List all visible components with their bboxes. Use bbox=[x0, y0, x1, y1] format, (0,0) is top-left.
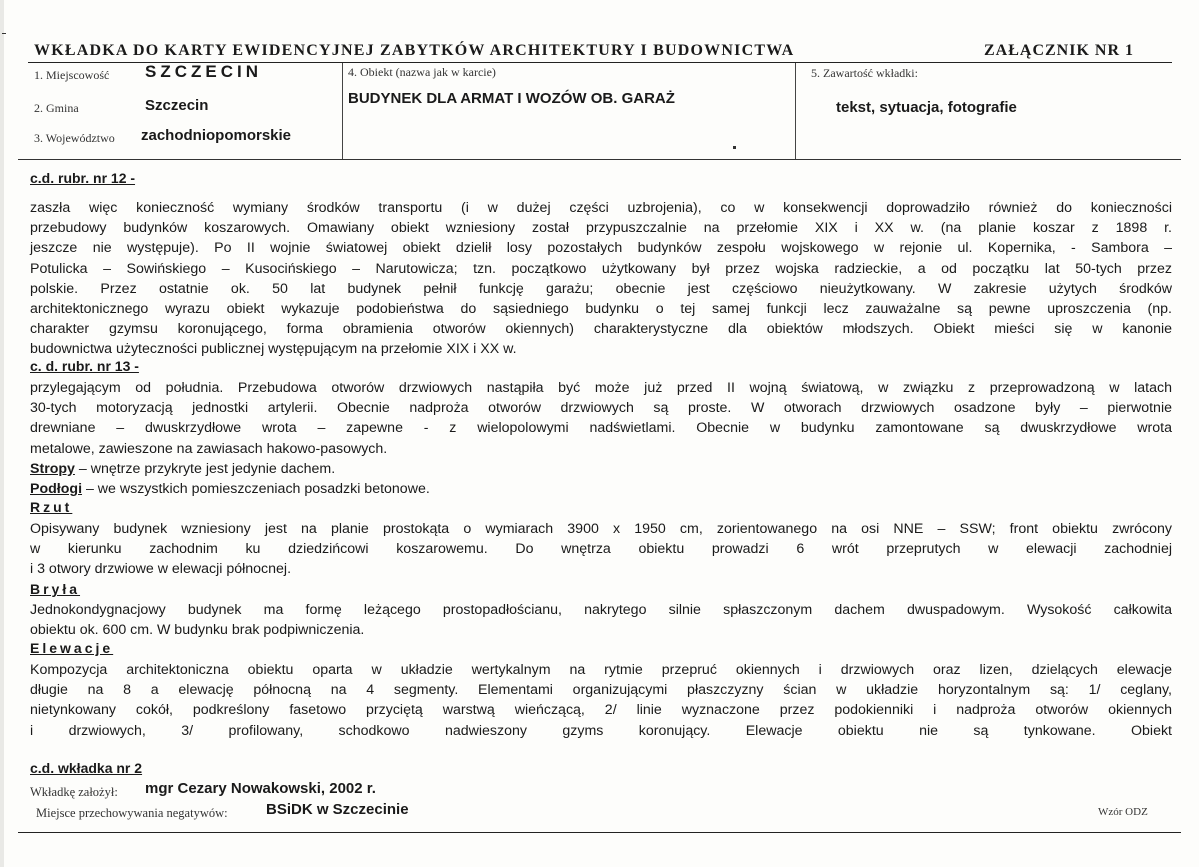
section-13-heading: c. d. rubr. nr 13 - bbox=[30, 358, 139, 374]
annex-number: ZAŁĄCZNIK NR 1 bbox=[984, 42, 1135, 59]
text-line: zaszła więc konieczność wymiany środków transportu (i w dużej części uzbrojenia), co w konsekwencji doprowadziło również do konieczności bbox=[30, 200, 1172, 216]
voivodeship-value: zachodniopomorskie bbox=[141, 127, 292, 144]
elewacje-text bbox=[30, 660, 1172, 741]
locality-value: SZCZECIN bbox=[145, 62, 262, 81]
contents-value: tekst, sytuacja, fotografie bbox=[836, 99, 1017, 116]
form-code: Wzór ODZ bbox=[1098, 806, 1148, 818]
scan-mark bbox=[2, 33, 6, 34]
text-line: charakter gzymsu koronującego, forma obramienia otworów okiennych) charakterystyczne dla obiektów młodszych. Obiekt mieści się w kanonie bbox=[30, 321, 1172, 338]
podlogi-line bbox=[30, 479, 1172, 499]
author-label: Wkładkę założył: bbox=[30, 785, 118, 799]
header-bottom-rule bbox=[18, 159, 1181, 160]
section-13-text bbox=[30, 378, 1172, 499]
document-title: WKŁADKA DO KARTY EWIDENCYJNEJ ZABYTKÓW ARCHITEKTURY I BUDOWNICTWA bbox=[34, 42, 795, 59]
stropy-term: Stropy bbox=[30, 460, 75, 477]
text-line: metalowe, zawieszone na zawiasach hakowo-pasowych. bbox=[30, 440, 388, 457]
text-line: przebudowy budynków koszarowych. Omawiany obiekt wzniesiony został przypuszczalnie na przełomie XIX i XX w. (na planie koszar z 1898 r. bbox=[30, 220, 1172, 237]
rzut-text bbox=[30, 519, 1172, 580]
text-line: drewniane – dwuskrzydłowe wrota – zapewne - z wielopolowymi nadświetlami. Obecnie w budynku zamontowane są dwuskrzydłowe wrota bbox=[30, 420, 1172, 437]
stropy-line bbox=[30, 459, 1172, 479]
text-line: budownictwa użyteczności publicznej występującym na przełomie XIX i XX w. bbox=[30, 341, 517, 358]
text-line: obiektu ok. 600 cm. W budynku brak podpiwniczenia. bbox=[30, 622, 365, 639]
text-line: długie na 8 a elewację północną na 4 segmenty. Elementami organizującymi płaszczyzny ścian w układzie horyzontalnym są: 1/ ceglany, bbox=[30, 682, 1172, 699]
storage-label: Miejsce przechowywania negatywów: bbox=[36, 806, 228, 820]
text-line: nietynkowany cokół, podkreślony fasetowo przyciętą warstwą wieńczącą, 2/ linie wyznaczone przez podokienniki i nadproża otworów okiennych bbox=[30, 702, 1172, 719]
text-line: polskie. Przez ostatnie ok. 50 lat budynek pełnił funkcję garażu; obecnie jest częściowo nieużytkowany. W zakresie użytych środków bbox=[30, 280, 1172, 297]
voivodeship-label: 3. Województwo bbox=[34, 131, 115, 145]
header-divider-1 bbox=[342, 63, 343, 159]
text-line: Opisywany budynek wzniesiony jest na planie prostokąta o wymiarach 3900 x 1950 cm, zorientowanego na osi NNE – SSW; front obiektu zwrócony bbox=[30, 521, 1172, 537]
text-line: Jednokondygnacjowy budynek ma formę leżącego prostopadłościanu, nakrytego silnie spłaszczonym dachem dwuspadowym. Wysokość całkowita bbox=[30, 602, 1172, 618]
text-line: 30-tych motoryzacją jednostki artylerii. Obecnie nadproża otworów drzwiowych są proste. W otworach drzwiowych osadzone były – pierwotnie bbox=[30, 400, 1172, 417]
footer-rule bbox=[18, 832, 1181, 833]
text-line: i 3 otwory drzwiowe w elewacji północnej. bbox=[30, 561, 292, 578]
continued-note: c.d. wkładka nr 2 bbox=[30, 760, 143, 776]
stropy-text: – wnętrze przykryte jest jedynie dachem. bbox=[74, 460, 336, 477]
podlogi-text: – we wszystkich pomieszczeniach posadzki betonowe. bbox=[82, 481, 430, 498]
header-divider-2 bbox=[795, 63, 796, 159]
podlogi-term: Podłogi bbox=[30, 481, 83, 498]
scan-speck bbox=[733, 146, 736, 149]
bryla-heading: Bryła bbox=[30, 581, 81, 597]
object-value: BUDYNEK DLA ARMAT I WOZÓW OB. GARAŻ bbox=[348, 90, 675, 107]
contents-label: 5. Zawartość wkładki: bbox=[811, 66, 918, 80]
text-line: w kierunku zachodnim ku dziedzińcowi koszarowemu. Do wnętrza obiektu prowadzi 6 wrót przeprutych w elewacji zachodniej bbox=[30, 541, 1172, 558]
author-value: mgr Cezary Nowakowski, 2002 r. bbox=[145, 780, 376, 797]
bryla-text bbox=[30, 600, 1172, 640]
rzut-heading: Rzut bbox=[30, 499, 73, 515]
storage-value: BSiDK w Szczecinie bbox=[266, 801, 409, 818]
locality-label: 1. Miejscowość bbox=[34, 68, 110, 82]
text-line: architektonicznego wyrazu obiekt wykazuje podobieństwa do sąsiedniego budynku o tej samej funkcji lecz zauważalne są pewne uproszczenia (np. bbox=[30, 301, 1172, 318]
text-line: przylegającym od południa. Przebudowa otworów drzwiowych nastąpiła być może już przed II wojną światową, w związku z przeprowadzoną w latach bbox=[30, 380, 1172, 396]
text-line: i drzwiowych, 3/ profilowany, schodkowo nadwieszony gzyms koronujący. Elewacje obiektu nie są tynkowane. Obiekt bbox=[30, 722, 1172, 739]
commune-value: Szczecin bbox=[145, 97, 209, 114]
section-12-heading: c.d. rubr. nr 12 - bbox=[30, 170, 136, 186]
text-line: Potulicka – Sowińskiego – Kusocińskiego – Narutowicza; tzn. początkowo użytkowany był przez wojska radzieckie, a od początku lat 50-tych przez bbox=[30, 260, 1172, 277]
text-line: jeszcze nie występuje). Po II wojnie światowej obiekt dzielił losy pozostałych budynków zespołu wojskowego w rejonie ul. Kopernika, - Sambora – bbox=[30, 240, 1172, 257]
scan-edge bbox=[0, 0, 4, 867]
object-label: 4. Obiekt (nazwa jak w karcie) bbox=[348, 65, 496, 79]
elewacje-heading: Elewacje bbox=[30, 640, 114, 656]
section-12-text bbox=[30, 198, 1172, 360]
text-line: Kompozycja architektoniczna obiektu oparta w układzie wertykalnym na rytmie przepruć okiennych i drzwiowych oraz lizen, dzielących elewacje bbox=[30, 662, 1172, 678]
commune-label: 2. Gmina bbox=[34, 101, 79, 115]
